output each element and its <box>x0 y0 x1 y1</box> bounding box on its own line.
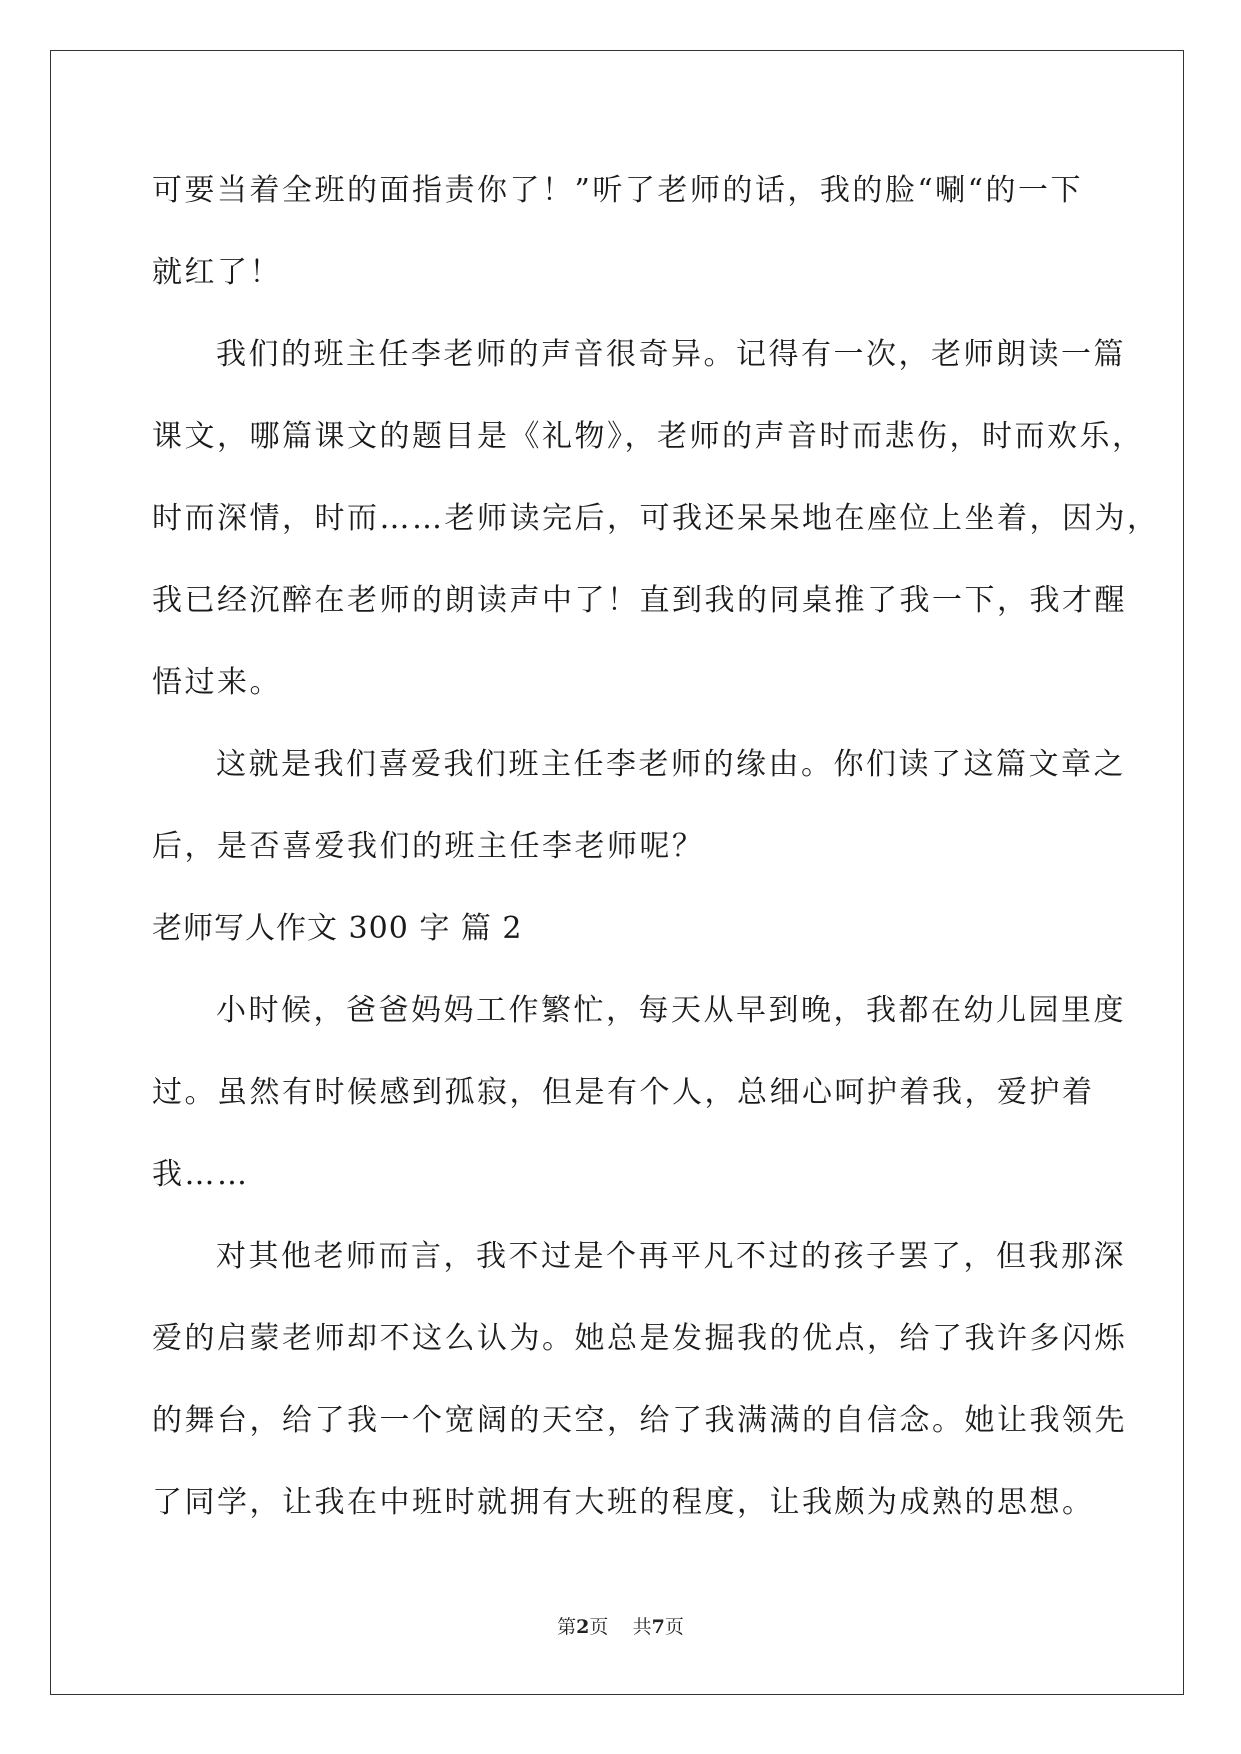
page-total-suffix: 页 <box>664 1616 684 1638</box>
page-number-suffix: 页 <box>589 1616 609 1638</box>
text-line: 这就是我们喜爱我们班主任李老师的缘由。你们读了这篇文章之 <box>216 747 1126 782</box>
document-body <box>152 150 1160 1544</box>
text-line: 对其他老师而言，我不过是个再平凡不过的孩子罢了，但我那深 <box>216 1239 1126 1274</box>
paragraph <box>152 150 1097 314</box>
text-line: 我…… <box>152 1157 250 1192</box>
page-total: 7 <box>651 1616 665 1638</box>
text-line: 可要当着全班的面指责你了！”听了老师的话，我的脸“唰“的一下 <box>152 173 1084 208</box>
section-heading: 老师写人作文 300 字 篇 2 <box>152 911 523 946</box>
text-line: 过。虽然有时候感到孤寂，但是有个人，总细心呵护着我，爱护着 <box>152 1075 1095 1110</box>
text-line: 小时候，爸爸妈妈工作繁忙，每天从早到晚，我都在幼儿园里度 <box>216 993 1126 1028</box>
page-total-prefix: 共 <box>632 1616 652 1638</box>
page-number: 2 <box>576 1616 590 1638</box>
text-line: 我已经沉醉在老师的朗读声中了！直到我的同桌推了我一下，我才醒 <box>152 583 1127 618</box>
text-line: 时而深情，时而……老师读完后，可我还呆呆地在座位上坐着，因为， <box>152 501 1160 536</box>
paragraph <box>152 724 1126 888</box>
page-footer <box>0 1612 1241 1639</box>
text-line: 爱的启蒙老师却不这么认为。她总是发掘我的优点，给了我许多闪烁 <box>152 1321 1127 1356</box>
text-line: 课文，哪篇课文的题目是《礼物》，老师的声音时而悲伤，时而欢乐， <box>152 419 1145 454</box>
paragraph <box>152 314 1160 724</box>
text-line: 了同学，让我在中班时就拥有大班的程度，让我颇为成熟的思想。 <box>152 1485 1095 1520</box>
page-number-prefix: 第 <box>557 1616 577 1638</box>
paragraph <box>152 970 1126 1216</box>
paragraph <box>152 1216 1127 1544</box>
text-line: 后，是否喜爱我们的班主任李老师呢？ <box>152 829 705 864</box>
text-line: 悟过来。 <box>152 665 282 700</box>
text-line: 我们的班主任李老师的声音很奇异。记得有一次，老师朗读一篇 <box>216 337 1126 372</box>
text-line: 就红了！ <box>152 255 282 290</box>
text-line: 的舞台，给了我一个宽阔的天空，给了我满满的自信念。她让我领先 <box>152 1403 1127 1438</box>
